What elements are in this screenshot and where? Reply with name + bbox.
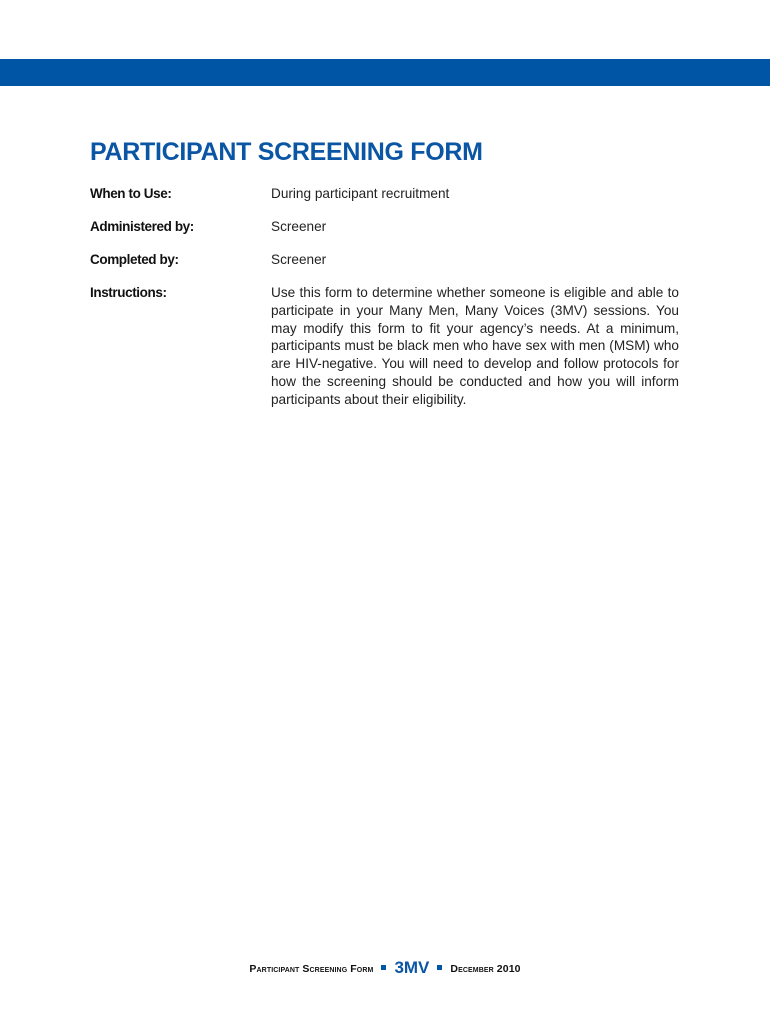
footer-date: December 2010 bbox=[450, 963, 521, 975]
field-label: When to Use: bbox=[90, 186, 172, 201]
footer-bullet-icon bbox=[437, 965, 442, 970]
field-label: Instructions: bbox=[90, 285, 167, 300]
header-band bbox=[0, 59, 770, 86]
page-footer bbox=[0, 958, 770, 978]
page-title: PARTICIPANT SCREENING FORM bbox=[90, 138, 483, 166]
instructions-text: Use this form to determine whether someone is eligible and able to participate in your Many Men, Many Voices (3MV) sessions. You may modify this form to fit your agency’s needs. At a minimum, participants must be black men who have sex with men (MSM) who are HIV-negative. You will need to develop and follow protocols for how the screening should be conducted and how you will inform participants about their eligibility. bbox=[271, 285, 679, 407]
field-value: Screener bbox=[271, 219, 327, 234]
field-label: Administered by: bbox=[90, 219, 194, 234]
footer-brand-logo: 3MV bbox=[394, 958, 430, 977]
footer-form-name: Participant Screening Form bbox=[249, 963, 374, 975]
field-value: Screener bbox=[271, 252, 327, 267]
field-value: During participant recruitment bbox=[271, 186, 450, 201]
field-label: Completed by: bbox=[90, 252, 179, 267]
footer-bullet-icon bbox=[381, 965, 386, 970]
